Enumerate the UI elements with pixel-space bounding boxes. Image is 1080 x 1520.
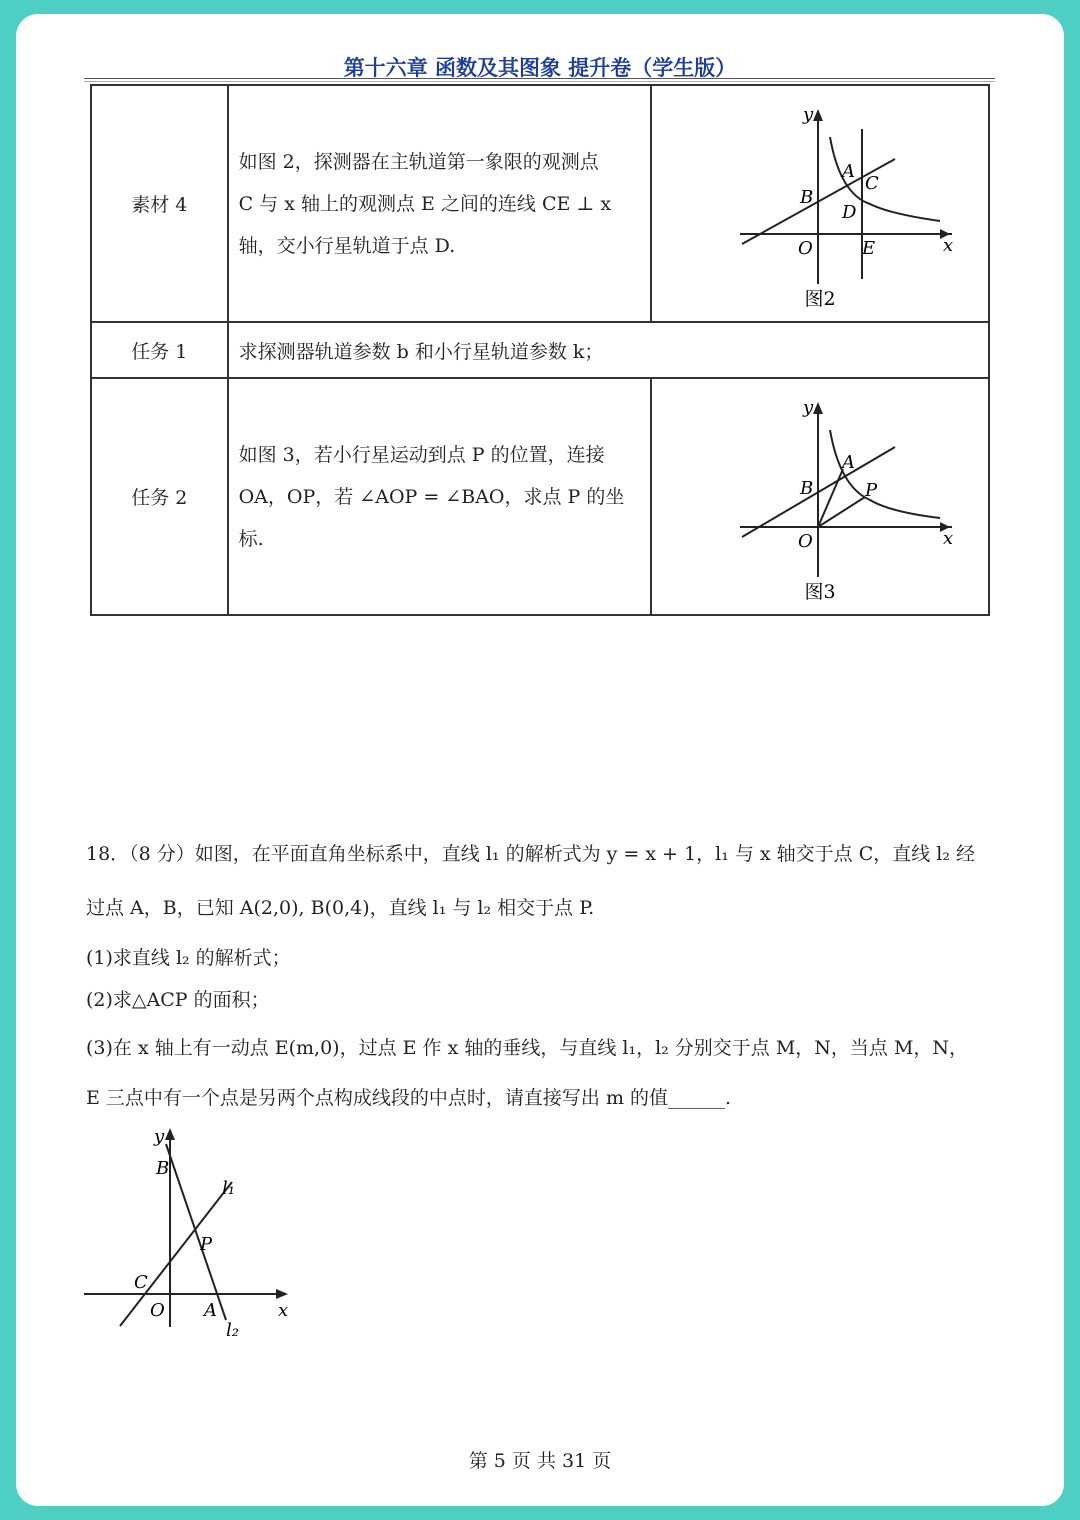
question-1: (1)求直线 l₂ 的解析式； [86,947,291,969]
text-line: 轴，交小行星轨道于点 D. [238,234,456,257]
row-text [228,378,651,615]
table-row [91,85,989,322]
asteroid-curve [830,430,940,518]
row-label: 素材 4 [91,85,228,322]
header-divider-thin [84,81,995,82]
figure-cell [651,378,989,615]
figure-caption: 图2 [804,287,836,310]
question-3-line2: E 三点中有一个点是另两个点构成线段的中点时，请直接写出 m 的值______. [86,1087,732,1109]
label-a: A [841,160,855,182]
row-label: 任务 1 [91,322,228,378]
header-divider [84,78,995,79]
label-b: B [799,477,813,499]
label-o: O [150,1300,165,1321]
problem-18-figure [74,1122,314,1342]
table-row [91,322,989,378]
label-a: A [841,451,855,473]
label-b: B [156,1158,170,1179]
page [16,14,1064,1506]
label-x: x [942,234,953,256]
label-o: O [797,530,813,552]
label-p: P [864,479,877,501]
text-line: C 与 x 轴上的观测点 E 之间的连线 CE ⊥ x [238,192,612,215]
label-d: D [841,201,857,223]
label-x: x [942,527,953,549]
label-x: x [278,1300,289,1321]
question-3-line1: (3)在 x 轴上有一动点 E(m,0)，过点 E 作 x 轴的垂线，与直线 l₁，l₂ 分别交于点 M，N，当点 M，N， [86,1037,969,1059]
label-b: B [799,186,813,208]
label-y: y [154,1126,165,1147]
text-line: OA，OP，若 ∠AOP = ∠BAO，求点 P 的坐标. [238,485,625,550]
row-text: 求探测器轨道参数 b 和小行星轨道参数 k； [228,322,989,378]
row-label: 任务 2 [91,378,228,615]
text-line: 如图 3，若小行星运动到点 P 的位置，连接 [238,443,605,466]
problem-18-line2: 过点 A，B，已知 A(2,0), B(0,4)，直线 l₁ 与 l₂ 相交于点 P. [86,897,595,919]
question-2: (2)求△ACP 的面积； [86,989,270,1011]
y-axis-arrow-icon [165,1128,175,1140]
label-a: A [204,1300,217,1321]
label-y: y [802,396,813,418]
label-o: O [797,237,813,259]
y-axis-arrow-icon [813,109,823,121]
label-l1: l₁ [222,1178,235,1199]
table-row [91,378,989,615]
figure-cell [651,85,989,322]
figure-3 [690,382,953,612]
material-table [90,84,990,616]
label-c: C [134,1272,148,1293]
figure-2 [690,89,953,319]
page-header-title: 第十六章 函数及其图象 提升卷（学生版） [343,55,737,80]
x-axis-arrow-icon [276,1289,288,1299]
label-p: P [200,1234,213,1255]
label-y: y [802,103,813,125]
label-e: E [861,237,875,259]
y-axis-arrow-icon [813,402,823,414]
label-c: C [864,172,879,194]
figure-caption: 图3 [804,580,836,603]
label-l2: l₂ [226,1320,239,1341]
row-text [228,85,651,322]
page-footer: 第 5 页 共 31 页 [468,1450,612,1472]
problem-18-line1: 18．（8 分）如图，在平面直角坐标系中，直线 l₁ 的解析式为 y = x + 1，l₁ 与 x 轴交于点 C，直线 l₂ 经 [86,843,976,865]
text-line: 如图 2，探测器在主轨道第一象限的观测点 [238,150,599,173]
